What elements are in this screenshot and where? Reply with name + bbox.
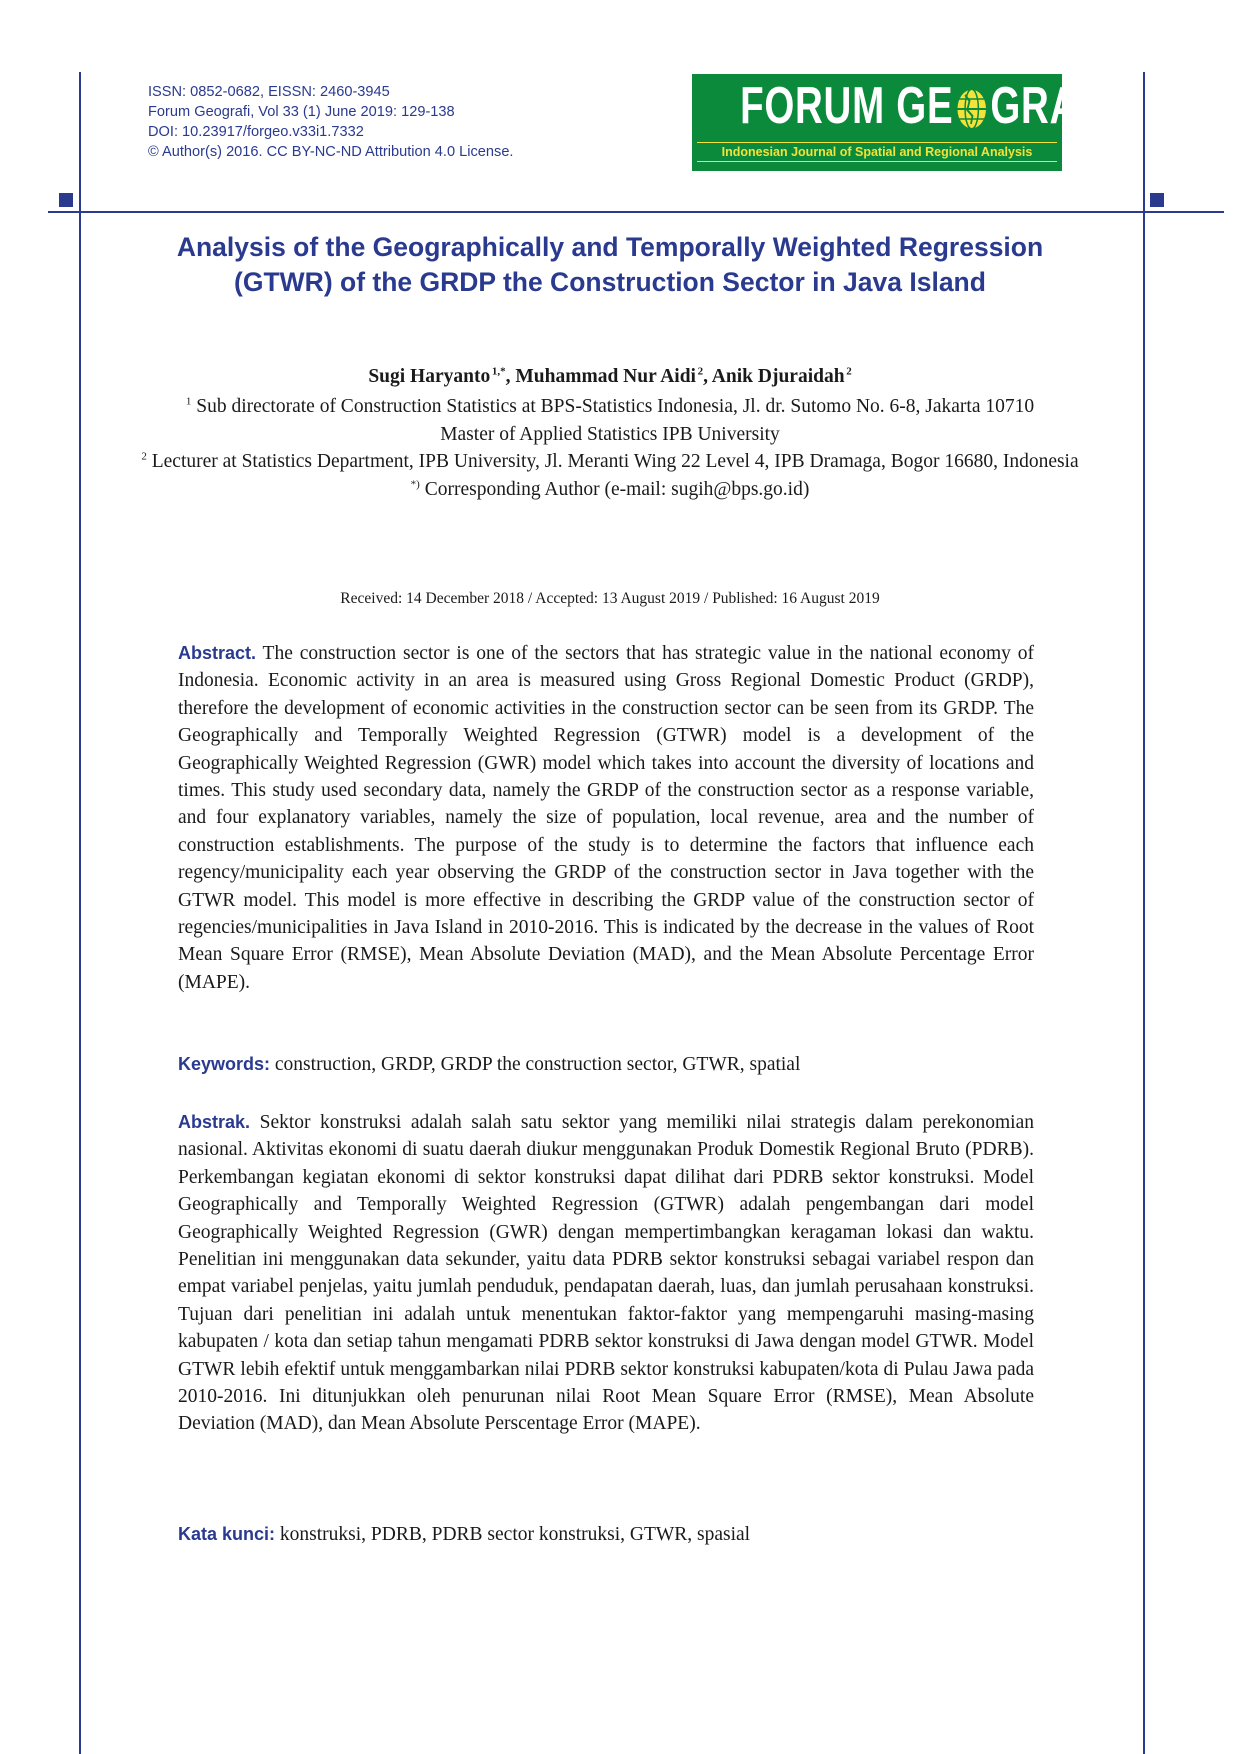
abstract (178, 640, 1034, 996)
doi: DOI: 10.23917/forgeo.v33i1.7332 (148, 124, 364, 140)
keywords (178, 1051, 1034, 1078)
author-list: Sugi Haryanto $^{1,*}$, Muhammad Nur Aidi $^2$, Anik Djuraidah $^2$ (368, 365, 852, 387)
globe-icon (955, 86, 989, 132)
right-margin-rule (1143, 72, 1145, 1754)
corresponding-author: *) Corresponding Author (e-mail: sugih@bps.go.id) (410, 478, 810, 500)
paper-title: Analysis of the Geographically and Temporally Weighted Regression (GTWR) of the GRDP the Construction Sector in Java Island (176, 232, 1044, 297)
license: © Author(s) 2016. CC BY-NC-ND Attribution 4.0 License. (148, 144, 514, 160)
affiliation-1b: Master of Applied Statistics IPB University (440, 423, 780, 445)
received-dates: Received: 14 December 2018 / Accepted: 13 August 2019 / Published: 16 August 2019 (340, 590, 880, 607)
journal-volume: Forum Geografi, Vol 33 (1) June 2019: 129-138 (148, 104, 455, 120)
affiliation-1: $^1$ Sub directorate of Construction Statistics at BPS-Statistics Indonesia, Jl. dr. Sutomo No. 6-8, Jakarta 10710 (185, 395, 1035, 417)
left-corner-marker (59, 193, 73, 207)
journal-metadata (148, 82, 514, 162)
logo-title: FORUM GE GRAFI (740, 77, 1114, 135)
author-name: Anik Djuraidah (711, 366, 845, 387)
abstract-text: The construction sector is one of the sectors that has strategic value in the national economy of Indonesia. Economic activity in an area is measured using Gross Regional Domestic Product (GRDP), therefore the development of economic activities in the construction sector can be seen from its GRDP. The Geographically and Temporally Weighted Regression (GTWR) model is a development of the Geographically Weighted Regression (GWR) model which takes into account the diversity of locations and times. This study used secondary data, namely the GRDP of the construction sector as a response variable, and four explanatory variables, namely the size of population, local revenue, area and the number of construction establishments. The purpose of the study is to determine the factors that influence each regency/municipality each year observing the GRDP of the construction sector in Java together with the GTWR model. This model is more effective in describing the GRDP value of the construction sector of regencies/municipalities in Java Island in 2010-2016. This is indicated by the decrease in the values of Root Mean Square Error (RMSE), Mean Absolute Deviation (MAD), and the Mean Absolute Percentage Error (MAPE). (178, 643, 1034, 993)
author-name: Muhammad Nur Aidi (515, 366, 696, 387)
affiliation-2: $^2$ Lecturer at Statistics Department, IPB University, Jl. Meranti Wing 22 Level 4, IPB Dramaga, Bogor 16680, Indonesia (141, 450, 1079, 473)
issn: ISSN: 0852-0682, EISSN: 2460-3945 (148, 84, 390, 100)
abstrak (178, 1109, 1034, 1438)
author-sup: 2 (846, 365, 852, 378)
author-name: Sugi Haryanto (368, 366, 491, 387)
author-sup: 2 (697, 365, 704, 378)
abstrak-label: Abstrak. (178, 1112, 251, 1132)
kata-kunci-text: konstruksi, PDRB, PDRB sector konstruksi, GTWR, spasial (279, 1524, 751, 1545)
keywords-label: Keywords: (178, 1054, 271, 1074)
author-sup: 1,* (491, 365, 506, 378)
forum-geografi-logo (692, 74, 1114, 171)
kata-kunci (178, 1521, 1034, 1548)
right-corner-marker (1150, 193, 1164, 207)
left-margin-rule (79, 72, 81, 1754)
abstrak-text: Sektor konstruksi adalah salah satu sektor yang memiliki nilai strategis dalam perekonomian nasional. Aktivitas ekonomi di suatu daerah diukur menggunakan Produk Domestik Regional Bruto (PDRB). Perkembangan kegiatan ekonomi di sektor konstruksi dapat dilihat dari PDRB sektor konstruksi. Model Geographically and Temporally Weighted Regression (GTWR) adalah pengembangan dari model Geographically Weighted Regression (GWR) dengan mempertimbangkan keragaman lokasi dan waktu. Penelitian ini menggunakan data sekunder, yaitu data PDRB sektor konstruksi sebagai variabel respon dan empat variabel penjelas, yaitu jumlah penduduk, pendapatan daerah, luas, dan jumlah perusahaan konstruksi. Tujuan dari penelitian ini adalah untuk menentukan faktor-faktor yang mempengaruhi masing-masing kabupaten / kota dan setiap tahun mengamati PDRB sektor konstruksi di Jawa dengan model GTWR. Model GTWR lebih efektif untuk menggambarkan nilai PDRB sektor konstruksi kabupaten/kota di Pulau Jawa pada 2010-2016. Ini ditunjukkan oleh penurunan nilai Root Mean Square Error (RMSE), Mean Absolute Deviation (MAD), dan Mean Absolute Perscentage Error (MAPE). (178, 1112, 1034, 1435)
affiliations (140, 393, 1080, 503)
abstract-label: Abstract. (178, 643, 257, 663)
header-divider (48, 211, 1224, 213)
logo-subtitle: Indonesian Journal of Spatial and Regional Analysis (697, 142, 1057, 162)
kata-kunci-label: Kata kunci: (178, 1524, 276, 1544)
keywords-text: construction, GRDP, GRDP the construction sector, GTWR, spatial (274, 1054, 801, 1075)
